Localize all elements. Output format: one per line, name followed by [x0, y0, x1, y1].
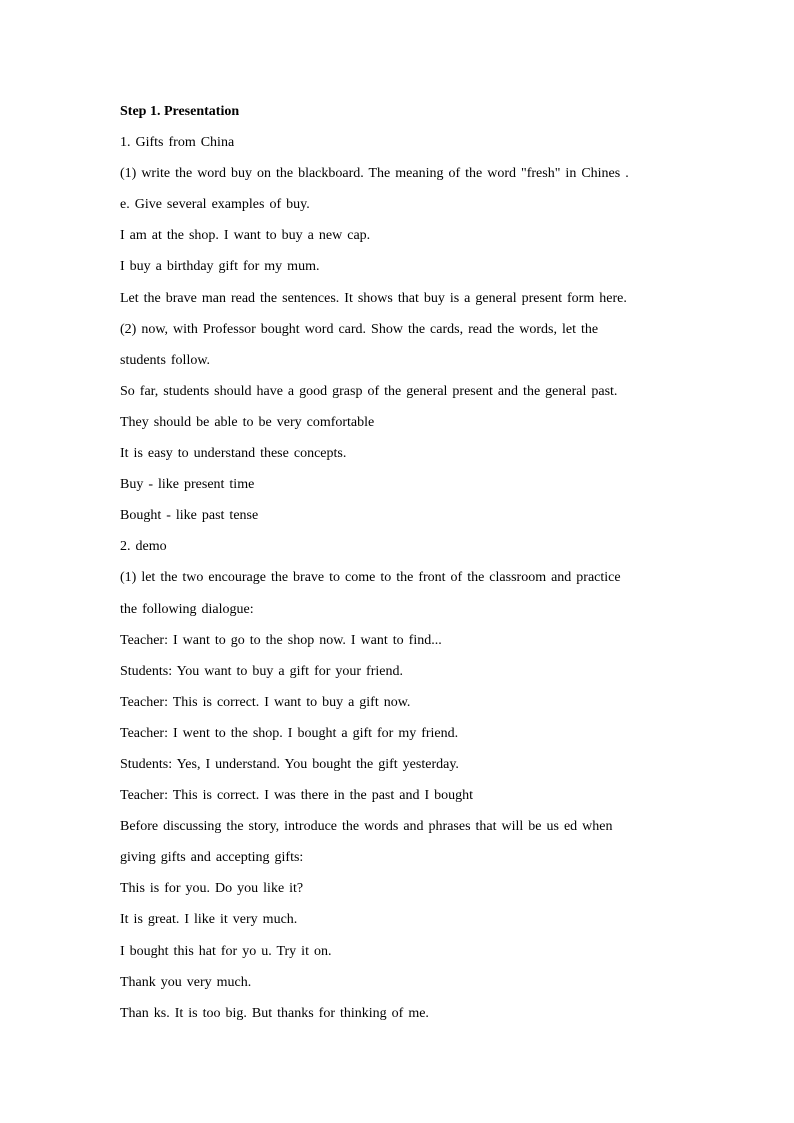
- text-line: 2. demo: [120, 539, 167, 555]
- text-line: It is great. I like it very much.: [120, 912, 298, 928]
- text-line: e. Give several examples of buy.: [120, 197, 310, 213]
- section-heading: Step 1. Presentation: [120, 104, 240, 119]
- text-line: (2) now, with Professor bought word card. Show the cards, read the words, let the: [120, 321, 599, 337]
- text-line: students follow.: [120, 352, 211, 368]
- text-line: Let the brave man read the sentences. It shows that buy is a general present form here.: [120, 290, 627, 306]
- text-line: Teacher: I went to the shop. I bought a gift for my friend.: [120, 725, 459, 741]
- text-line: I bought this hat for yo u. Try it on.: [120, 943, 332, 959]
- text-line: Than ks. It is too big. But thanks for thinking of me.: [120, 1005, 429, 1021]
- text-line: Buy - like present time: [120, 477, 255, 493]
- text-line: 1. Gifts from China: [120, 135, 235, 151]
- text-line: Before discussing the story, introduce the words and phrases that will be us ed when: [120, 819, 613, 835]
- text-line: (1) let the two encourage the brave to come to the front of the classroom and practice: [120, 570, 621, 586]
- text-line: They should be able to be very comfortable: [120, 414, 375, 430]
- text-line: I buy a birthday gift for my mum.: [120, 259, 320, 275]
- text-line: the following dialogue:: [120, 601, 254, 617]
- text-line: It is easy to understand these concepts.: [120, 446, 347, 462]
- text-line: This is for you. Do you like it?: [120, 881, 304, 897]
- document-body: [120, 96, 680, 1029]
- text-line: So far, students should have a good grasp of the general present and the general past.: [120, 383, 618, 399]
- text-line: I am at the shop. I want to buy a new cap.: [120, 228, 371, 244]
- text-line: Teacher: I want to go to the shop now. I want to find...: [120, 632, 442, 648]
- text-line: (1) write the word buy on the blackboard. The meaning of the word "fresh" in Chines .: [120, 166, 629, 182]
- text-line: Bought - like past tense: [120, 508, 259, 524]
- text-line: giving gifts and accepting gifts:: [120, 850, 304, 866]
- text-line: Teacher: This is correct. I was there in the past and I bought: [120, 788, 474, 804]
- text-line: Thank you very much.: [120, 974, 252, 990]
- text-line: Teacher: This is correct. I want to buy a gift now.: [120, 694, 411, 710]
- text-line: Students: Yes, I understand. You bought the gift yesterday.: [120, 756, 459, 772]
- text-line: Students: You want to buy a gift for your friend.: [120, 663, 403, 679]
